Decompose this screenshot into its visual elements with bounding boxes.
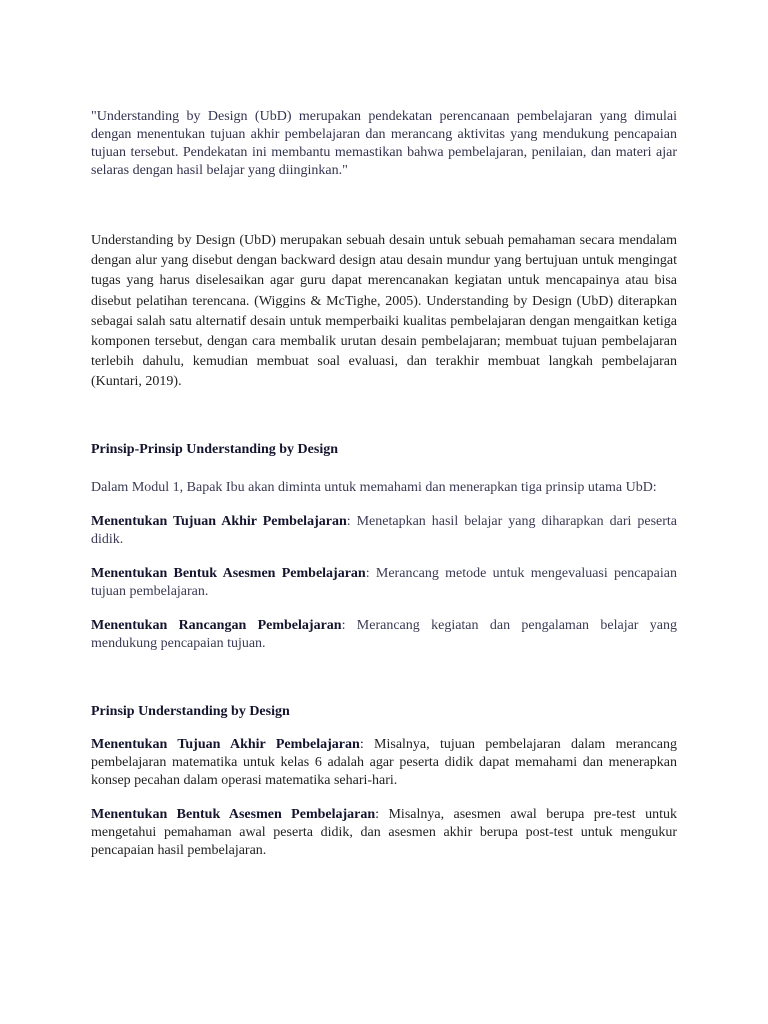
example-item bbox=[91, 806, 677, 860]
principle-description: : Merancang kegiatan dan pengalaman belajar yang mendukung pencapaian tujuan. bbox=[91, 617, 678, 651]
intro-paragraph: Understanding by Design (UbD) merupakan sebuah desain untuk sebuah pemahaman secara mendalam dengan alur yang disebut dengan backward design atau desain mundur yang bertujuan untuk mengingat tugas yang harus diselesaikan agar guru dapat merencanakan kegiatan untuk mencapainya atau bisa disebut pelatihan terencana. (Wiggins & McTighe, 2005). Understanding by Design (UbD) diterapkan sebagai salah satu alternatif desain untuk memperbaiki kualitas pembelajaran dengan mengaitkan ketiga komponen tersebut, dengan cara membalik urutan desain pembelajaran; membuat tujuan pembelajaran terlebih dahulu, kemudian membuat soal evaluasi, dan terakhir membuat langkah pembelajaran (Kuntari, 2019). bbox=[91, 233, 677, 390]
principle-description: : Merancang metode untuk mengevaluasi pencapaian tujuan pembelajaran. bbox=[91, 565, 677, 599]
section-heading-principles: Prinsip-Prinsip Understanding by Design bbox=[91, 441, 338, 457]
principle-item bbox=[91, 513, 677, 549]
principle-description: : Menetapkan hasil belajar yang diharapkan dari peserta didik. bbox=[91, 513, 678, 547]
example-description: : Misalnya, tujuan pembelajaran dalam merancang pembelajaran matematika untuk kelas 6 adalah agar peserta didik dapat memahami dan menerapkan konsep pecahan dalam operasi matematika sehari-hari. bbox=[91, 736, 677, 788]
quote-paragraph: "Understanding by Design (UbD) merupakan pendekatan perencanaan pembelajaran yang dimulai dengan menentukan tujuan akhir pembelajaran dan merancang aktivitas yang mendukung pencapaian tujuan tersebut. Pendekatan ini membantu memastikan bahwa pembelajaran, penilaian, dan materi ajar selaras dengan hasil belajar yang diinginkan." bbox=[91, 109, 677, 178]
example-term: Menentukan Bentuk Asesmen Pembelajaran bbox=[91, 806, 376, 822]
example-item bbox=[91, 736, 677, 790]
section-heading-examples: Prinsip Understanding by Design bbox=[91, 703, 290, 719]
example-description: : Misalnya, asesmen awal berupa pre-test untuk mengetahui pemahaman awal peserta didik, dan asesmen akhir berupa post-test untuk mengukur pencapaian hasil pembelajaran. bbox=[91, 806, 678, 858]
principle-item bbox=[91, 565, 677, 601]
document-page bbox=[91, 108, 677, 860]
principle-item bbox=[91, 617, 677, 653]
section-lead-paragraph: Dalam Modul 1, Bapak Ibu akan diminta untuk memahami dan menerapkan tiga prinsip utama UbD: bbox=[91, 479, 657, 495]
principle-term: Menentukan Tujuan Akhir Pembelajaran bbox=[91, 513, 347, 529]
principle-term: Menentukan Rancangan Pembelajaran bbox=[91, 617, 342, 633]
example-term: Menentukan Tujuan Akhir Pembelajaran bbox=[91, 736, 360, 752]
principle-term: Menentukan Bentuk Asesmen Pembelajaran bbox=[91, 565, 366, 581]
